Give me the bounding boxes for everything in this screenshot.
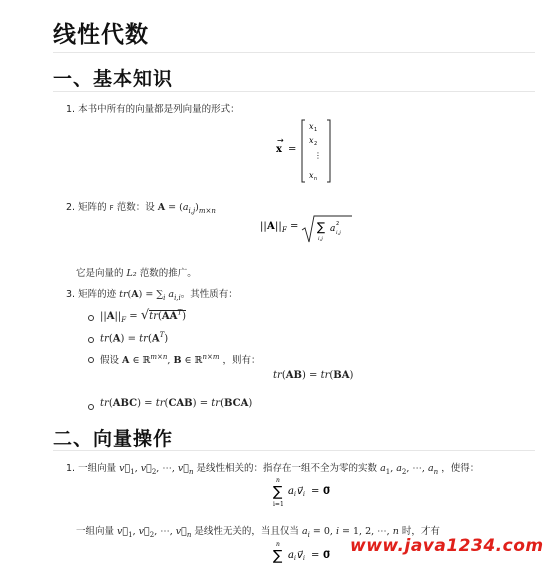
svg-text:F: F — [282, 226, 287, 234]
svg-text:||: || — [260, 221, 267, 232]
svg-text:n: n — [276, 477, 280, 484]
svg-text:x: x — [309, 171, 314, 180]
svg-text:0⃗: 0⃗ — [323, 486, 330, 497]
bullet-marker — [88, 337, 94, 343]
svg-text:i: i — [294, 555, 296, 562]
svg-text:x: x — [309, 122, 314, 131]
section-divider — [53, 450, 535, 451]
svg-text:i=1: i=1 — [273, 501, 284, 508]
svg-text:n: n — [314, 176, 318, 182]
trace-property-2: $tr(A) = tr(A^T)$ — [100, 331, 169, 345]
title-divider — [53, 52, 535, 53]
section-heading-basics: 一、基本知识 — [53, 68, 174, 90]
svg-text:∑: ∑ — [273, 548, 283, 564]
linear-independence-equation — [272, 537, 342, 567]
svg-text:x: x — [276, 144, 282, 155]
bullet-marker — [88, 404, 94, 410]
svg-text:a: a — [288, 550, 294, 561]
section-heading-vector-ops: 二、向量操作 — [53, 428, 174, 450]
svg-text:A: A — [267, 221, 275, 232]
svg-text:a: a — [330, 224, 336, 234]
svg-text:v⃗: v⃗ — [297, 486, 303, 497]
svg-text:1: 1 — [314, 127, 318, 133]
svg-text:i,j: i,j — [318, 236, 323, 242]
list-item-1: 1. 本书中所有的向量都是列向量的形式： — [66, 104, 240, 115]
svg-text:=: = — [288, 144, 297, 155]
frobenius-norm-equation — [260, 212, 360, 252]
svg-text:a: a — [288, 486, 294, 497]
svg-text:→: → — [277, 136, 284, 145]
bullet-marker — [88, 357, 94, 363]
watermark-text: www.java1234.com — [350, 536, 544, 556]
svg-text:0⃗: 0⃗ — [323, 550, 330, 561]
trace-property-4: tr(ABC) = tr(CAB) = tr(BCA) — [100, 398, 253, 409]
frobenius-note: 它是向量的 L₂ 范数的推广。 — [76, 268, 197, 279]
linear-dependence-equation — [272, 473, 342, 513]
svg-text:i: i — [303, 555, 305, 562]
svg-text:∑: ∑ — [317, 220, 326, 234]
svg-text:⋮: ⋮ — [314, 151, 322, 160]
svg-text:i,j: i,j — [336, 230, 341, 236]
svg-text:||: || — [275, 221, 282, 232]
linear-dependence-item: 1. 一组向量 $v⃗_1$, $v⃗_2$, ⋯, $v⃗_n$ 是线性相关的：指存在一组不全为零的实数 $a_1$, $a_2$, ⋯, $a_n$ ，使得： — [66, 463, 480, 476]
svg-text:2: 2 — [314, 141, 318, 147]
svg-text:i: i — [303, 491, 305, 498]
svg-text:v⃗: v⃗ — [297, 550, 303, 561]
linear-independence-text: 一组向量 $v⃗_1$, $v⃗_2$, ⋯, $v⃗_n$ 是线性无关的，当且仅当 $a_i = 0$, i = 1, 2, ⋯, n 时，才有 — [76, 526, 440, 539]
svg-text:=: = — [311, 550, 320, 561]
bullet-marker — [88, 315, 94, 321]
column-vector-equation — [276, 116, 336, 186]
trace-property-1: $||A||_F = √tr(AA^T)$ — [100, 308, 186, 324]
svg-text:=: = — [311, 486, 320, 497]
svg-text:n: n — [276, 541, 280, 548]
svg-text:i: i — [294, 491, 296, 498]
page-title: 线性代数 — [53, 22, 149, 48]
svg-text:2: 2 — [336, 221, 340, 227]
svg-text:=: = — [290, 221, 299, 232]
svg-text:∑: ∑ — [273, 484, 283, 500]
svg-text:x: x — [309, 136, 314, 145]
section-divider — [53, 91, 535, 92]
list-item-2: 2. 矩阵的 F 范数：设 $A = (a_{i,j})_{m\times n}$ — [66, 202, 216, 215]
list-item-3: 3. 矩阵的迹 $tr(A) = \sum_i$ $a_{i,i}$。其性质有： — [66, 289, 238, 302]
trace-ab-equation: tr(AB) = tr(BA) — [273, 370, 354, 381]
trace-property-3: 假设 A ∈ ℝ$^{m\times n}$, B ∈ ℝ$^{n\times m}$ ，则有： — [100, 352, 261, 366]
